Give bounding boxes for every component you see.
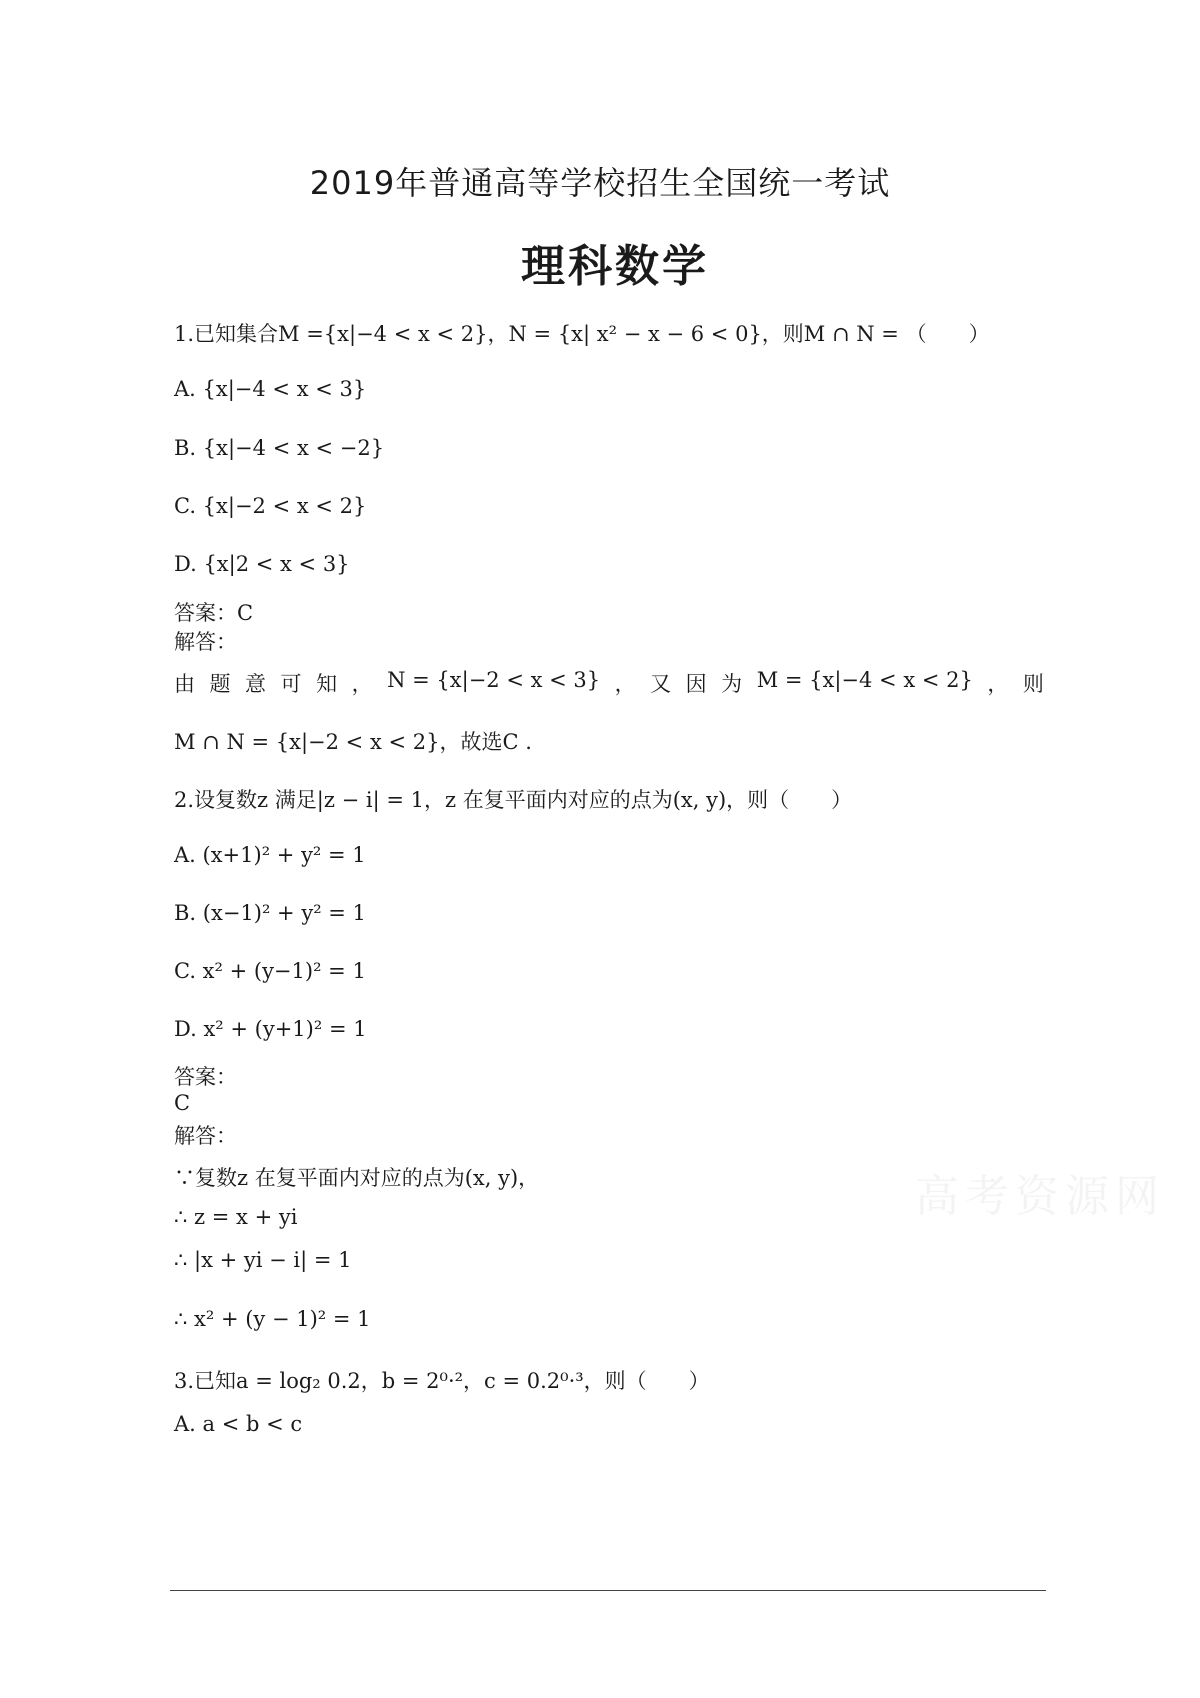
- question-2-answer-label: 答案：: [174, 1065, 237, 1089]
- explain-word: 知: [316, 672, 338, 696]
- explain-word: 题: [209, 672, 231, 696]
- question-1-answer: 答案：C: [174, 601, 254, 625]
- explain-word: 因: [685, 672, 707, 696]
- question-1-explain-line1: [174, 668, 1044, 698]
- explain-word: 为: [721, 672, 743, 696]
- exam-title: 2019年普通高等学校招生全国统一考试: [309, 164, 891, 202]
- question-2-stem: 2.设复数z 满足|z − i| = 1，z 在复平面内对应的点为(x, y)，则（ ）: [174, 788, 853, 812]
- question-1-option-a: A. {x|−4 < x < 3}: [174, 377, 367, 401]
- question-2-explain-label: 解答：: [174, 1124, 237, 1148]
- question-2-option-c: C. x² + (y−1)² = 1: [174, 959, 366, 983]
- question-1-option-c: C. {x|−2 < x < 2}: [174, 494, 367, 518]
- explain-word: N = {x|−2 < x < 3}: [387, 668, 601, 692]
- question-3-stem: 3.已知a = log₂ 0.2，b = 2⁰·²，c = 0.2⁰·³，则（ ）: [174, 1369, 710, 1393]
- footer-rule: [170, 1590, 1046, 1591]
- question-1-explain-line2: M ∩ N = {x|−2 < x < 2}，故选C .: [174, 730, 532, 754]
- question-2-option-b: B. (x−1)² + y² = 1: [174, 901, 366, 925]
- explain-word: ，: [614, 672, 636, 696]
- question-1-explain-label: 解答：: [174, 630, 237, 654]
- explain-word: ，: [351, 672, 373, 696]
- question-2-step-1: ∵复数z 在复平面内对应的点为(x, y)，: [174, 1166, 540, 1190]
- explain-word: M = {x|−4 < x < 2}: [756, 668, 973, 692]
- explain-word: 又: [650, 672, 672, 696]
- explain-word: ，: [987, 672, 1009, 696]
- question-2-step-4: ∴ x² + (y − 1)² = 1: [174, 1307, 371, 1331]
- watermark: 高考资源网: [915, 1171, 1165, 1222]
- question-2-step-2: ∴ z = x + yi: [174, 1205, 298, 1229]
- question-1-option-d: D. {x|2 < x < 3}: [174, 552, 350, 576]
- question-2-step-3: ∴ |x + yi − i| = 1: [174, 1248, 352, 1272]
- question-1-stem: 1.已知集合M ={x|−4 < x < 2}，N = {x| x² − x − 6 < 0}，则M ∩ N = （ ）: [174, 322, 990, 346]
- question-2-option-d: D. x² + (y+1)² = 1: [174, 1017, 367, 1041]
- explain-word: 则: [1022, 672, 1044, 696]
- explain-word: 可: [280, 672, 302, 696]
- explain-word: 意: [245, 672, 267, 696]
- explain-word: 由: [174, 672, 195, 696]
- question-1-option-b: B. {x|−4 < x < −2}: [174, 436, 385, 460]
- question-2-answer-value: C: [174, 1091, 191, 1115]
- question-3-option-a: A. a < b < c: [174, 1412, 303, 1436]
- exam-subject: 理科数学: [521, 241, 709, 292]
- question-2-option-a: A. (x+1)² + y² = 1: [174, 843, 366, 867]
